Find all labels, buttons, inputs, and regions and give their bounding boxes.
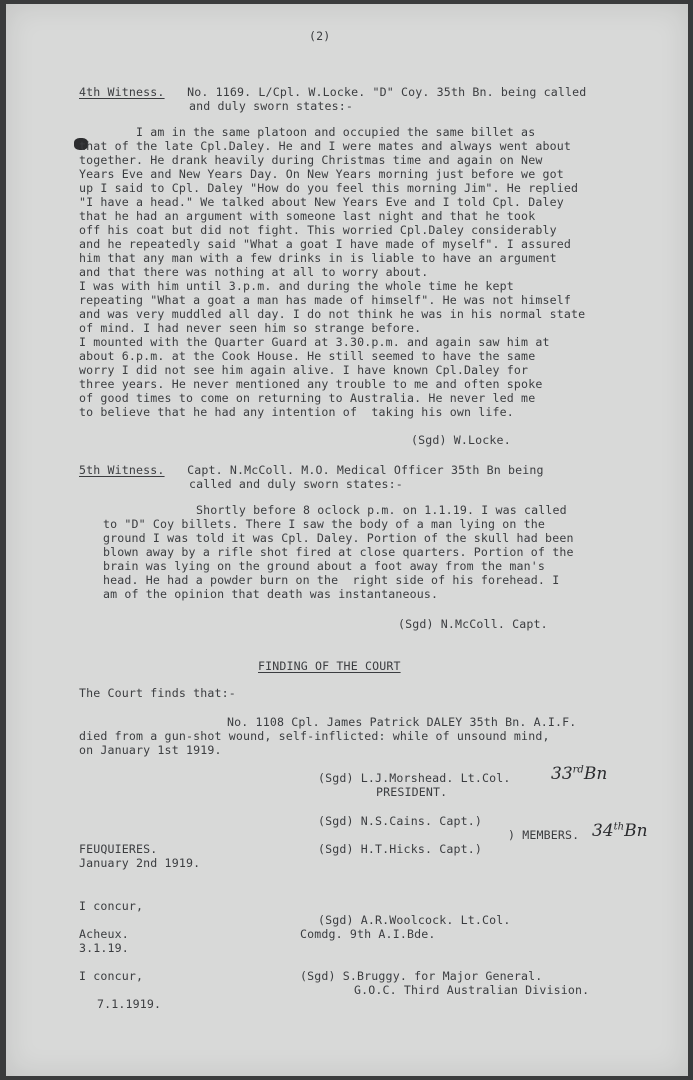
witness-4-statement-line: three years. He never mentioned any trouble to me and often spoke (79, 377, 543, 391)
concur-2-date: 7.1.1919. (97, 997, 162, 1011)
document-place: FEUQUIERES. (79, 842, 158, 856)
concur-2-title: G.O.C. Third Australian Division. (354, 983, 590, 997)
finding-text-line: on January 1st 1919. (79, 743, 222, 757)
witness-4-intro: No. 1169. L/Cpl. W.Locke. "D" Coy. 35th Bn. being called (180, 85, 587, 99)
member-2-signature: (Sgd) H.T.Hicks. Capt.) (318, 842, 482, 856)
witness-5-statement-line: head. He had a powder burn on the right side of his forehead. I (103, 573, 560, 587)
witness-4-statement-line: and was very muddled all day. I do not think he was in his normal state (79, 307, 586, 321)
president-title: PRESIDENT. (376, 785, 448, 799)
witness-4-statement-line: I am in the same platoon and occupied the same billet as (79, 125, 536, 139)
witness-5-statement-line: to "D" Coy billets. There I saw the body of a man lying on the (103, 517, 546, 531)
finding-heading: FINDING OF THE COURT (258, 659, 401, 673)
concur-1-place: Acheux. (79, 927, 129, 941)
witness-4-statement-line: together. He drank heavily during Christmas time and again on New (79, 153, 543, 167)
members-label: ) MEMBERS. (508, 828, 580, 842)
page-number: (2) (309, 29, 331, 43)
document-date: January 2nd 1919. (79, 856, 201, 870)
witness-4-statement-line: and he repeatedly said "What a goat I have made of myself". I assured (79, 237, 571, 251)
member-1-signature: (Sgd) N.S.Cains. Capt.) (318, 814, 482, 828)
witness-4-signature: (Sgd) W.Locke. (411, 433, 511, 447)
witness-4-statement-line: that he had an argument with someone last night and that he took (79, 209, 536, 223)
witness-4-statement-line: off his coat but did not fight. This worried Cpl.Daley considerably (79, 223, 557, 237)
witness-4-statement-line: up I said to Cpl. Daley "How do you feel this morning Jim". He replied (79, 181, 579, 195)
president-handwritten-unit: 33rdBn (551, 764, 608, 784)
witness-5-statement-line: Shortly before 8 oclock p.m. on 1.1.19. I was called (139, 503, 567, 517)
witness-4-statement-line: to believe that he had any intention of taking his own life. (79, 405, 514, 419)
witness-4-statement-line: and that there was nothing at all to worry about. (79, 265, 429, 279)
witness-5-statement-line: ground I was told it was Cpl. Daley. Portion of the skull had been (103, 531, 574, 545)
members-handwritten-unit: 34thBn (592, 821, 648, 841)
concur-2-label: I concur, (79, 969, 144, 983)
witness-5-statement-line: blown away by a rifle shot fired at close quarters. Portion of the (103, 545, 574, 559)
finding-text-line: No. 1108 Cpl. James Patrick DALEY 35th Bn. A.I.F. (170, 715, 577, 729)
witness-4-statement-line: Years Eve and New Years Day. On New Years morning just before we got (79, 167, 564, 181)
witness-4-statement-line: about 6.p.m. at the Cook House. He still seemed to have the same (79, 349, 536, 363)
witness-5-statement-line: am of the opinion that death was instantaneous. (103, 587, 439, 601)
witness-5-statement-line: brain was lying on the ground about a foot away from the man's (103, 559, 546, 573)
witness-4-statement-line: him that any man with a few drinks in is liable to have an argument (79, 251, 557, 265)
finding-intro: The Court finds that:- (79, 686, 236, 700)
finding-text-line: died from a gun-shot wound, self-inflicted: while of unsound mind, (79, 729, 550, 743)
concur-1-label: I concur, (79, 899, 144, 913)
witness-4-statement-line: I mounted with the Quarter Guard at 3.30.p.m. and again saw him at (79, 335, 550, 349)
concur-1-date: 3.1.19. (79, 941, 129, 955)
witness-5-intro: Capt. N.McColl. M.O. Medical Officer 35th Bn being (180, 463, 544, 477)
concur-1-title: Comdg. 9th A.I.Bde. (300, 927, 436, 941)
witness-4-intro-2: and duly sworn states:- (189, 99, 353, 113)
witness-5-signature: (Sgd) N.McColl. Capt. (398, 617, 548, 631)
concur-2-signature: (Sgd) S.Bruggy. for Major General. (300, 969, 543, 983)
witness-4-statement-line: worry I did not see him again alive. I have known Cpl.Daley for (79, 363, 529, 377)
witness-4-statement-line: repeating "What a goat a man has made of himself". He was not himself (79, 293, 571, 307)
witness-4-statement-line: of good times to come on returning to Australia. He never led me (79, 391, 536, 405)
witness-5-heading: 5th Witness. (79, 463, 165, 477)
witness-4-statement-line: of mind. I had never seen him so strange before. (79, 321, 422, 335)
witness-4-statement-line: I was with him until 3.p.m. and during the whole time he kept (79, 279, 514, 293)
witness-5-intro-2: called and duly sworn states:- (189, 477, 403, 491)
president-signature: (Sgd) L.J.Morshead. Lt.Col. (318, 771, 511, 785)
witness-4-statement-line: "I have a head." We talked about New Years Eve and I told Cpl. Daley (79, 195, 564, 209)
concur-1-signature: (Sgd) A.R.Woolcock. Lt.Col. (318, 913, 511, 927)
witness-4-heading: 4th Witness. (79, 85, 165, 99)
witness-4-statement-line: that of the late Cpl.Daley. He and I were mates and always went about (79, 139, 571, 153)
